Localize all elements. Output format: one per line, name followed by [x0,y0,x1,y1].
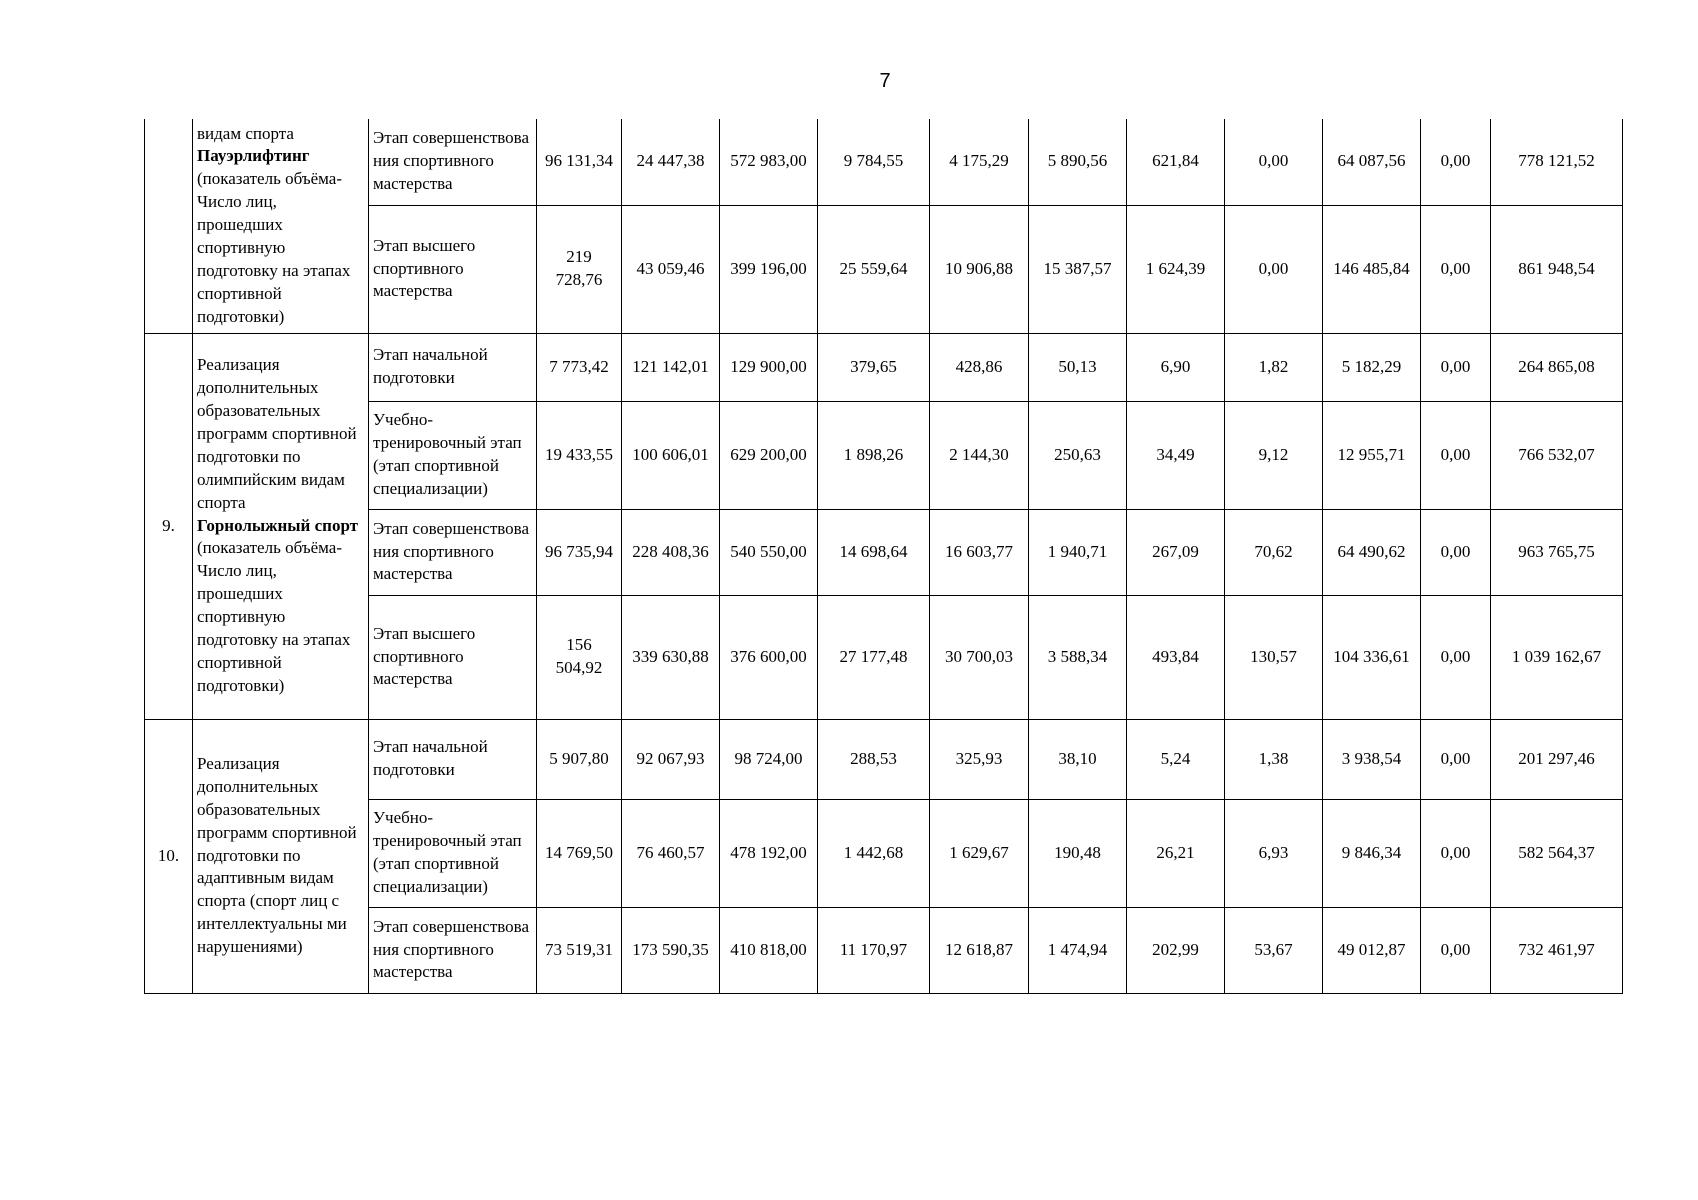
value-cell: 1,38 [1225,719,1323,799]
description-text: Реализация дополнительных образовательных программ спортивной подготовки по олимпийским видам спорта [197,354,357,512]
value-cell: 201 297,46 [1491,719,1623,799]
value-cell: 766 532,07 [1491,401,1623,509]
value-cell: 5 182,29 [1323,333,1421,401]
value-cell: 861 948,54 [1491,205,1623,333]
value-cell: 12 955,71 [1323,401,1421,509]
value-cell: 100 606,01 [622,401,720,509]
value-cell: 34,49 [1127,401,1225,509]
stage-name: Учебно-тренировочный этап (этап спортивной специализации) [369,799,537,907]
value-cell: 1,82 [1225,333,1323,401]
value-cell: 4 175,29 [930,119,1029,205]
service-description [193,119,369,333]
value-cell: 96 735,94 [537,509,622,595]
value-cell: 621,84 [1127,119,1225,205]
value-cell: 1 624,39 [1127,205,1225,333]
value-cell: 0,00 [1421,595,1491,719]
description-text: видам спорта [197,123,294,143]
value-cell: 12 618,87 [930,907,1029,993]
value-cell: 228 408,36 [622,509,720,595]
value-cell: 146 485,84 [1323,205,1421,333]
table-row [145,719,1623,799]
value-cell: 14 698,64 [818,509,930,595]
value-cell: 6,90 [1127,333,1225,401]
value-cell: 53,67 [1225,907,1323,993]
value-cell: 130,57 [1225,595,1323,719]
value-cell: 1 898,26 [818,401,930,509]
row-number: 9. [145,333,193,719]
value-cell: 6,93 [1225,799,1323,907]
value-cell: 26,21 [1127,799,1225,907]
value-cell: 9 846,34 [1323,799,1421,907]
value-cell: 1 442,68 [818,799,930,907]
row-number [145,119,193,333]
value-cell: 582 564,37 [1491,799,1623,907]
value-cell: 16 603,77 [930,509,1029,595]
value-cell: 30 700,03 [930,595,1029,719]
value-cell: 64 087,56 [1323,119,1421,205]
value-cell: 27 177,48 [818,595,930,719]
value-cell: 478 192,00 [720,799,818,907]
value-cell: 11 170,97 [818,907,930,993]
value-cell: 399 196,00 [720,205,818,333]
value-cell: 76 460,57 [622,799,720,907]
value-cell: 156 504,92 [537,595,622,719]
value-cell: 963 765,75 [1491,509,1623,595]
value-cell: 379,65 [818,333,930,401]
value-cell: 0,00 [1421,333,1491,401]
value-cell: 10 906,88 [930,205,1029,333]
value-cell: 0,00 [1421,205,1491,333]
value-cell: 5,24 [1127,719,1225,799]
value-cell: 96 131,34 [537,119,622,205]
value-cell: 9,12 [1225,401,1323,509]
service-description [193,333,369,719]
value-cell: 778 121,52 [1491,119,1623,205]
value-cell: 732 461,97 [1491,907,1623,993]
value-cell: 0,00 [1421,401,1491,509]
value-cell: 121 142,01 [622,333,720,401]
value-cell: 14 769,50 [537,799,622,907]
value-cell: 0,00 [1421,799,1491,907]
value-cell: 202,99 [1127,907,1225,993]
stage-name: Этап высшего спортивного мастерства [369,595,537,719]
value-cell: 38,10 [1029,719,1127,799]
page-number: 7 [879,70,891,92]
value-cell: 0,00 [1225,119,1323,205]
stage-name: Учебно-тренировочный этап (этап спортивной специализации) [369,401,537,509]
cost-table [144,119,1623,994]
value-cell: 98 724,00 [720,719,818,799]
value-cell: 64 490,62 [1323,509,1421,595]
value-cell: 7 773,42 [537,333,622,401]
value-cell: 3 588,34 [1029,595,1127,719]
value-cell: 540 550,00 [720,509,818,595]
value-cell: 129 900,00 [720,333,818,401]
value-cell: 70,62 [1225,509,1323,595]
value-cell: 428,86 [930,333,1029,401]
stage-name: Этап начальной подготовки [369,333,537,401]
value-cell: 0,00 [1421,509,1491,595]
value-cell: 339 630,88 [622,595,720,719]
value-cell: 15 387,57 [1029,205,1127,333]
table-row [145,119,1623,205]
stage-name: Этап совершенствова ния спортивного мастерства [369,119,537,205]
value-cell: 1 940,71 [1029,509,1127,595]
value-cell: 25 559,64 [818,205,930,333]
value-cell: 104 336,61 [1323,595,1421,719]
value-cell: 24 447,38 [622,119,720,205]
stage-name: Этап начальной подготовки [369,719,537,799]
value-cell: 5 907,80 [537,719,622,799]
service-description [193,719,369,993]
value-cell: 73 519,31 [537,907,622,993]
value-cell: 173 590,35 [622,907,720,993]
sport-name: Горнолыжный спорт [197,515,359,535]
value-cell: 92 067,93 [622,719,720,799]
row-number: 10. [145,719,193,993]
description-text: (показатель объёма-Число лиц, прошедших спортивную подготовку на этапах спортивной подготовки) [197,169,351,327]
value-cell: 1 629,67 [930,799,1029,907]
value-cell: 264 865,08 [1491,333,1623,401]
value-cell: 0,00 [1421,907,1491,993]
value-cell: 376 600,00 [720,595,818,719]
value-cell: 5 890,56 [1029,119,1127,205]
value-cell: 629 200,00 [720,401,818,509]
value-cell: 250,63 [1029,401,1127,509]
stage-name: Этап высшего спортивного мастерства [369,205,537,333]
value-cell: 50,13 [1029,333,1127,401]
value-cell: 219 728,76 [537,205,622,333]
value-cell: 9 784,55 [818,119,930,205]
sport-name: Пауэрлифтинг [197,146,310,166]
value-cell: 493,84 [1127,595,1225,719]
value-cell: 572 983,00 [720,119,818,205]
value-cell: 0,00 [1225,205,1323,333]
stage-name: Этап совершенствова ния спортивного мастерства [369,907,537,993]
value-cell: 0,00 [1421,119,1491,205]
value-cell: 49 012,87 [1323,907,1421,993]
value-cell: 2 144,30 [930,401,1029,509]
value-cell: 19 433,55 [537,401,622,509]
stage-name: Этап совершенствова ния спортивного мастерства [369,509,537,595]
value-cell: 43 059,46 [622,205,720,333]
value-cell: 410 818,00 [720,907,818,993]
value-cell: 288,53 [818,719,930,799]
value-cell: 190,48 [1029,799,1127,907]
value-cell: 267,09 [1127,509,1225,595]
description-text: (показатель объёма-Число лиц, прошедших спортивную подготовку на этапах спортивной подготовки) [197,538,351,696]
value-cell: 1 039 162,67 [1491,595,1623,719]
value-cell: 325,93 [930,719,1029,799]
table-row [145,333,1623,401]
value-cell: 0,00 [1421,719,1491,799]
value-cell: 1 474,94 [1029,907,1127,993]
description-text: Реализация дополнительных образовательных программ спортивной подготовки по адаптивным видам спорта (спорт лиц с интеллектуальны ми нарушениями) [197,753,357,957]
value-cell: 3 938,54 [1323,719,1421,799]
